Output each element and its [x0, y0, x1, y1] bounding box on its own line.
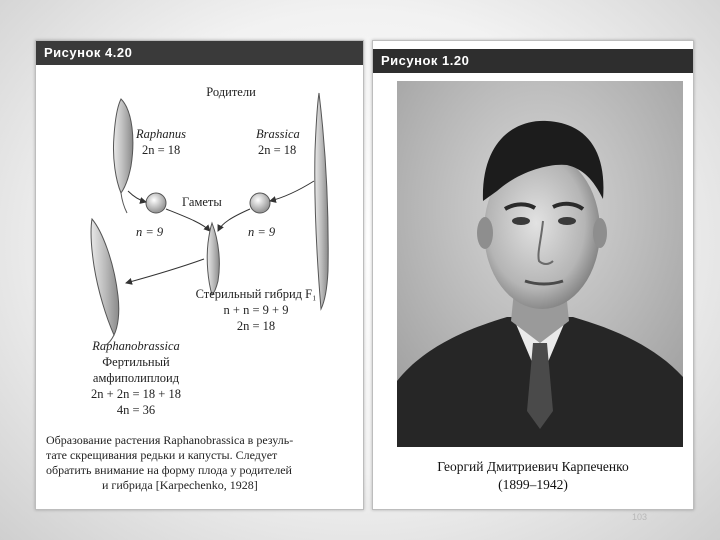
amphiploid-pod-icon: [91, 219, 119, 345]
amphiploid-line-2: амфиполиплоид: [92, 371, 180, 385]
arrow-raphanus-gamete: [128, 191, 146, 202]
amphiploid-name: Raphanobrassica: [92, 339, 180, 353]
hybrid-line-1: Стерильный гибрид F₁: [195, 287, 317, 301]
raphanus-chromosomes: 2n = 18: [142, 143, 181, 157]
brassica-chromosomes: 2n = 18: [258, 143, 297, 157]
arrow-brassica-gamete: [270, 181, 314, 201]
gamete-right-count: n = 9: [248, 225, 276, 239]
figure-4-20-panel: [35, 40, 364, 510]
hybrid-line-3: 2n = 18: [236, 319, 276, 333]
caption-line: обратить внимание на форму плода у родителей: [46, 463, 292, 477]
raphanus-name: Raphanus: [136, 127, 186, 141]
brassica-name: Brassica: [256, 127, 300, 141]
raphanus-pod-icon: [113, 99, 132, 213]
arrow-gamete-hybrid-right: [218, 209, 250, 231]
amphiploid-line-3: 2n + 2n = 18 + 18: [91, 387, 181, 401]
caption-line: и гибрида [Karpechenko, 1928]: [102, 478, 258, 492]
caption-line: Образование растения Raphanobrassica в резуль-: [46, 433, 294, 447]
portrait-caption-name: Георгий Дмитриевич Карпеченко: [437, 459, 629, 474]
arrow-hybrid-amphiploid: [126, 259, 204, 283]
portrait-photo: [397, 81, 683, 447]
hybrid-pod-icon: [207, 223, 219, 295]
page-number: 103: [632, 512, 648, 522]
parents-label: Родители: [206, 85, 256, 99]
arrow-gamete-hybrid-left: [166, 209, 210, 231]
caption-line: тате скрещивания редьки и капусты. Следует: [46, 448, 278, 462]
hybrid-line-2: n + n = 9 + 9: [223, 303, 289, 317]
amphiploid-line-1: Фертильный: [102, 355, 170, 369]
gamete-left-icon: [146, 193, 166, 213]
brassica-pod-icon: [315, 93, 328, 309]
gametes-label: Гаметы: [182, 195, 222, 209]
portrait-caption-years: (1899–1942): [498, 477, 568, 492]
gamete-left-count: n = 9: [136, 225, 164, 239]
figure-1-20-panel: [372, 40, 694, 510]
figure-header: Рисунок 1.20: [373, 49, 693, 73]
gamete-right-icon: [250, 193, 270, 213]
figure-header: Рисунок 4.20: [36, 41, 363, 65]
figure-caption: [46, 433, 358, 493]
amphiploid-line-4: 4n = 36: [116, 403, 156, 417]
